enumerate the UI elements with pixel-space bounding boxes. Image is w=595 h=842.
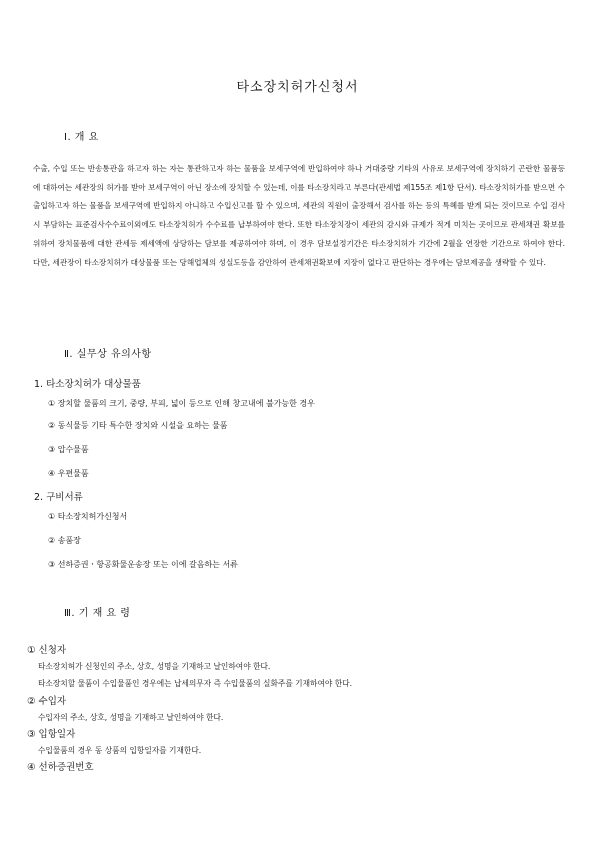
section-3-item-1-line-2: 타소장치할 물품이 수입물품인 경우에는 납세의무자 즉 수입물품의 실화주를 기재하여야 한다. — [38, 679, 353, 688]
section-3-item-2-line-1: 수입자의 주소, 상호, 성명을 기재하고 날인하여야 한다. — [38, 713, 224, 722]
section-3-item-4-label: ④ 선하증권번호 — [27, 762, 94, 773]
section-2-item-2-sub-1: ① 타소장치허가신청서 — [48, 512, 128, 521]
document-title: 타소장치허가신청서 — [236, 80, 359, 95]
section-2-item-2-sub-3: ③ 선하증권ㆍ항공화물운송장 또는 이에 갈음하는 서류 — [48, 560, 238, 569]
section-2-item-2-sub-2: ② 송품장 — [48, 536, 81, 545]
section-2-item-1-sub-3: ③ 압수물품 — [48, 445, 89, 454]
section-1-heading: Ⅰ. 개 요 — [64, 132, 99, 143]
section-3-item-2-label: ② 수입자 — [27, 696, 67, 707]
section-2-item-2-label: 2. 구비서류 — [34, 492, 83, 503]
section-2-item-1-sub-2: ② 동식물등 기타 특수한 장치와 시설을 요하는 물품 — [48, 421, 228, 430]
section-1-paragraph: 수출, 수입 또는 반송통관을 하고자 하는 자는 통관하고자 하는 물품을 보세구역에 반입하여야 하나 거대중량 기타의 사유로 보세구역에 장치하기 곤란한 물품등에 대하여는 세관장의 허가를 받아 보세구역이 아닌 장소에 장치할 수 있는데, 이를 타소장치라고 부른다(관세법 제155조 제1항 단서). 타소장치허가를 받으면 수출입하고자 하는 물품을 보세구역에 반입하지 아니하고 수입신고를 할 수 있으며, 세관의 직원이 출장해서 검사를 하는 등의 특혜를 받게 되는 것이므로 수입 검사시 부담하는 표준검사수수료이외에도 타소장치허가 수수료를 납부하여야 한다. 또한 타소장치장이 세관의 감시와 규제가 적게 미치는 곳이므로 관세채권 확보를 위하여 장치물품에 대한 관세등 제세액에 상당하는 담보를 제공하여야 하며, 이 경우 담보설정기간은 타소장치허가 기간에 2월을 연장한 기간으로 하여야 한다. 다만, 세관장이 타소장치허가 대상물품 또는 당해업체의 성실도등을 감안하여 관세채권확보에 지장이 없다고 판단하는 경우에는 담보제공을 생략할 수 있다. — [33, 164, 565, 267]
section-3-item-1-line-1: 타소장치허가 신청인의 주소, 상호, 성명을 기재하고 날인하여야 한다. — [38, 662, 271, 671]
section-3-heading: Ⅲ. 기 재 요 령 — [64, 608, 131, 619]
section-3-item-1-label: ① 신청자 — [27, 645, 67, 656]
section-2-heading: Ⅱ. 실무상 유의사항 — [64, 349, 152, 360]
section-3-item-3-line-1: 수입물품의 경우 동 상품의 입항일자를 기재한다. — [38, 746, 202, 755]
section-2-item-1-sub-4: ④ 우편물품 — [48, 469, 89, 478]
section-2-item-1-label: 1. 타소장치허가 대상물품 — [34, 379, 141, 390]
section-2-item-1-sub-1: ① 장치할 물품의 크기, 중량, 부피, 넓이 등으로 인해 창고내에 불가능한 경우 — [48, 399, 315, 408]
section-3-item-3-label: ③ 입항일자 — [27, 729, 76, 740]
